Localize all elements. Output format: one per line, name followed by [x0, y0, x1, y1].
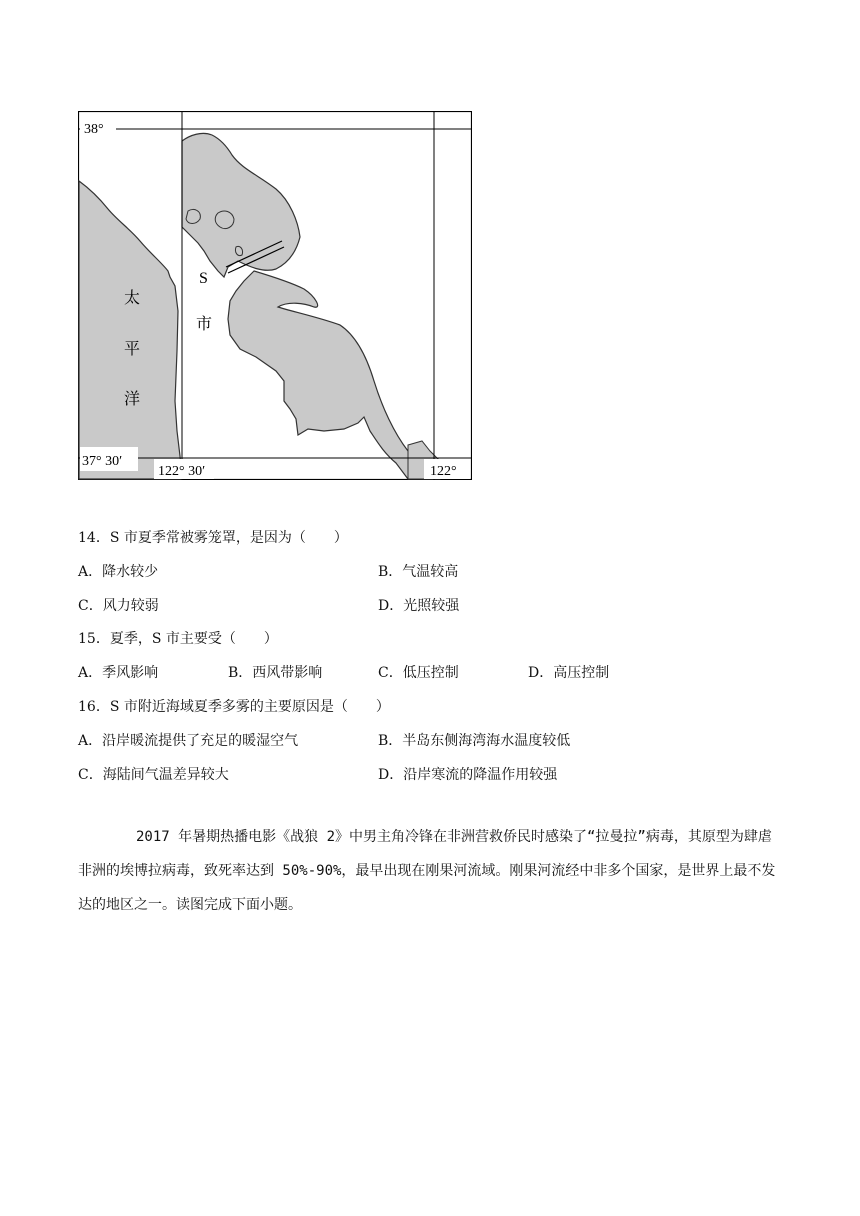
city-label-s: S [199, 270, 208, 287]
question-14-stem: 14．S 市夏季常被雾笼罩，是因为（ ） [78, 530, 348, 546]
question-16-option-a: A．沿岸暖流提供了充足的暖湿空气 [78, 733, 299, 749]
question-15-option-d: D．高压控制 [528, 665, 610, 681]
small-island-2 [235, 246, 242, 255]
question-16-stem: 16．S 市附近海域夏季多雾的主要原因是（ ） [78, 699, 390, 715]
map-figure [78, 111, 472, 480]
ocean-label-2: 平 [124, 339, 141, 358]
lat-label-bottom: 37° 30′ [82, 454, 123, 469]
question-15-stem: 15．夏季，S 市主要受（ ） [78, 631, 278, 647]
small-island [186, 209, 200, 223]
city-label-shi: 市 [196, 314, 213, 333]
question-14-option-d: D．光照较强 [378, 598, 460, 614]
question-16-option-d: D．沿岸寒流的降温作用较强 [378, 767, 558, 783]
question-15-option-b: B．西风带影响 [228, 665, 323, 681]
question-14-option-a: A．降水较少 [78, 564, 159, 580]
question-16-option-b: B．半岛东侧海湾海水温度较低 [378, 733, 571, 749]
question-14-option-b: B．气温较高 [378, 564, 459, 580]
lon-label-right: 122° [430, 464, 457, 479]
question-14-option-c: C．风力较弱 [78, 598, 159, 614]
ocean-label-3: 洋 [124, 389, 141, 408]
question-15-option-a: A．季风影响 [78, 665, 159, 681]
lon-label-left: 122° 30′ [158, 464, 206, 479]
bay-area-map [78, 111, 472, 480]
question-15-option-c: C．低压控制 [378, 665, 459, 681]
passage-paragraph: 2017 年暑期热播电影《战狼 2》中男主角冷锋在非洲营救侨民时感染了“拉曼拉”病毒，其原型为肆虐非洲的埃博拉病毒，致死率达到 50%-90%，最早出现在刚果河流域。刚果河流经中非多个国家，是世界上最不发达的地区之一。读图完成下面小题。 [78, 829, 776, 913]
lat-label-top: 38° [84, 122, 104, 137]
north-bay-island [215, 211, 234, 229]
question-16-option-c: C．海陆间气温差异较大 [78, 767, 229, 783]
ocean-label-1: 太 [124, 288, 141, 307]
